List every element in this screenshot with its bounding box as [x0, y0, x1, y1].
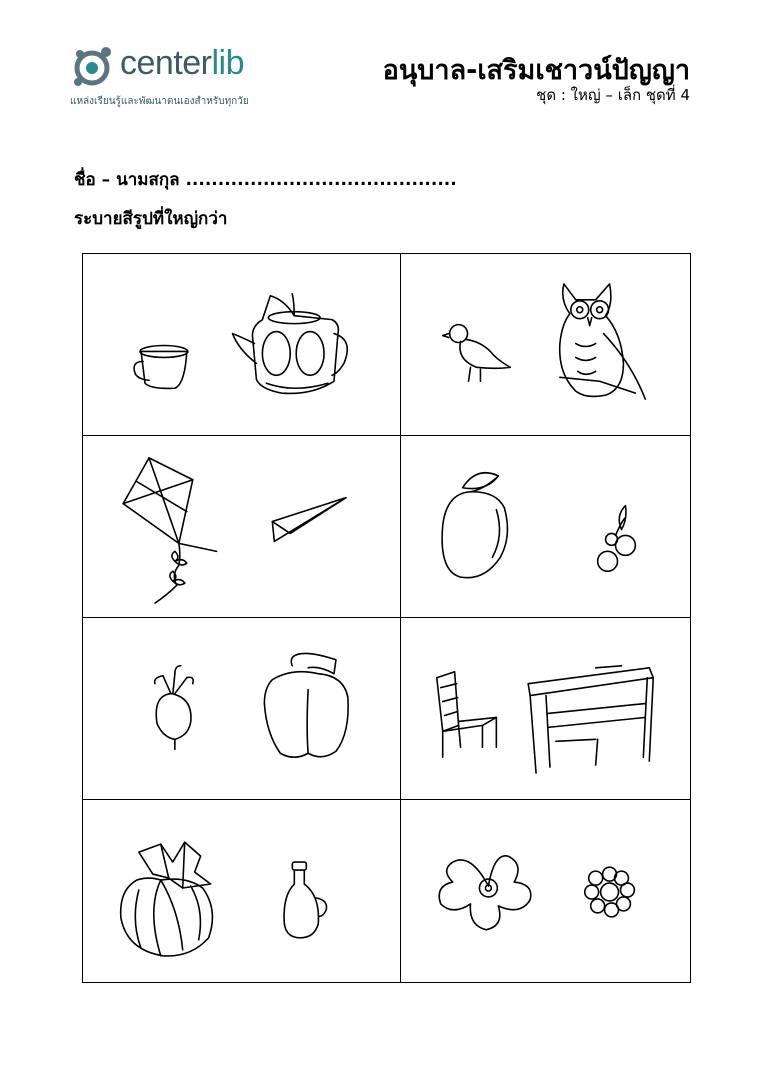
cell-beet-pepper[interactable]: [83, 618, 401, 800]
cell-kite-plane[interactable]: [83, 436, 401, 618]
small-flower-icon[interactable]: [585, 867, 635, 917]
worksheet-title: อนุบาล-เสริมเชาวน์ปัญญา: [382, 55, 690, 86]
cup-icon[interactable]: [134, 345, 188, 388]
owl-icon[interactable]: [560, 284, 646, 399]
name-field-line[interactable]: ชื่อ – นามสกุล ..........................................: [74, 170, 457, 190]
logo-mark-icon: [70, 42, 118, 90]
cell-mango-berries[interactable]: [401, 436, 690, 618]
berries-icon[interactable]: [598, 506, 636, 572]
mango-icon[interactable]: [442, 473, 507, 578]
paper-plane-icon[interactable]: [272, 498, 346, 542]
worksheet-subtitle: ชุด : ใหญ่ – เล็ก ชุดที่ 4: [536, 86, 690, 104]
exercise-grid: [82, 253, 691, 983]
cell-bird-owl[interactable]: [401, 254, 690, 436]
cell-pumpkin-bottle[interactable]: [83, 800, 401, 982]
beetroot-icon[interactable]: [155, 666, 194, 750]
kite-icon[interactable]: [123, 458, 216, 603]
cell-flowers[interactable]: [401, 800, 690, 982]
cell-cup-teapot[interactable]: [83, 254, 401, 436]
chair-icon[interactable]: [437, 672, 497, 757]
oil-bottle-icon[interactable]: [284, 862, 326, 938]
cell-chair-desk[interactable]: [401, 618, 690, 800]
bell-pepper-icon[interactable]: [264, 653, 348, 757]
large-flower-icon[interactable]: [439, 856, 531, 930]
small-bird-icon[interactable]: [443, 325, 511, 382]
brand-name: [120, 44, 244, 83]
school-desk-icon[interactable]: [528, 666, 653, 773]
instruction-text: ระบายสีรูปที่ใหญ่กว่า: [74, 209, 228, 229]
teapot-icon[interactable]: [233, 294, 348, 394]
brand-name-lib: lib: [211, 44, 245, 82]
brand-name-center: center: [120, 44, 212, 82]
centerlib-logo: [70, 42, 310, 112]
pumpkin-icon[interactable]: [121, 842, 213, 956]
brand-tagline: แหล่งเรียนรู้และพัฒนาตนเองสำหรับทุกวัย: [70, 96, 249, 107]
